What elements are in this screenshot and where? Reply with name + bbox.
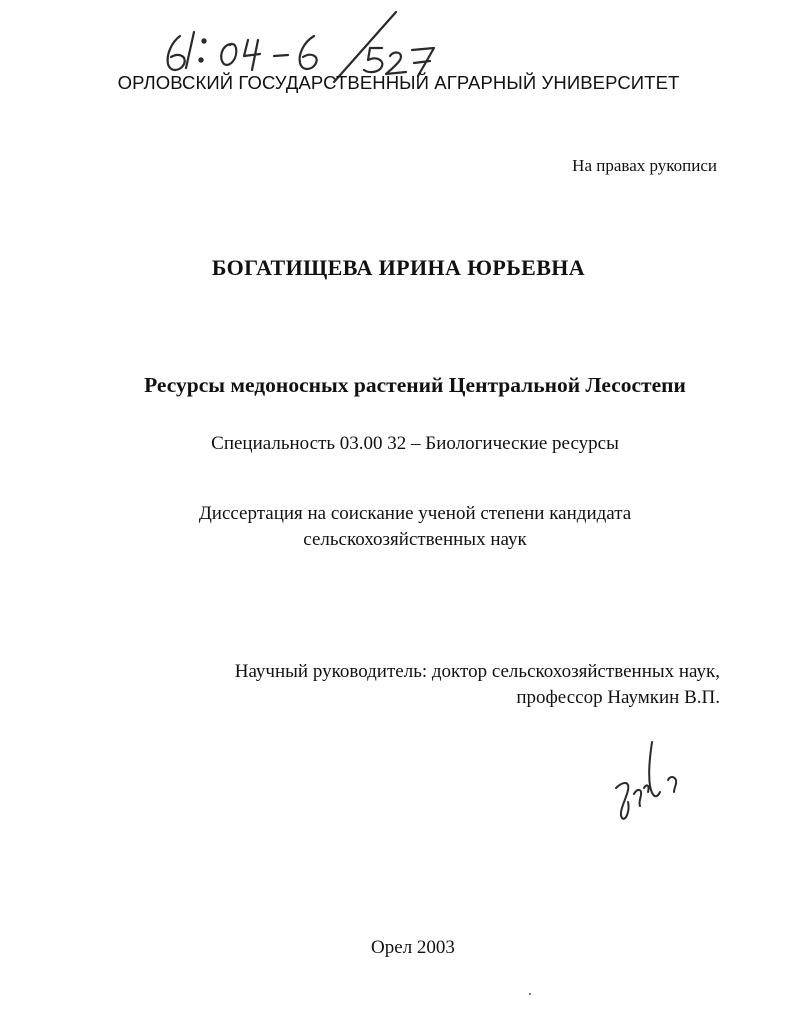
degree-line-1: Диссертация на соискание ученой степени кандидата [198, 503, 632, 524]
supervisor-line-2: профессор Наумкин В.П. [516, 687, 720, 708]
place-and-year: Орел 2003 [371, 937, 455, 958]
handwritten-signature [608, 740, 688, 830]
degree-line-2: сельскохозяйственных наук [303, 529, 527, 550]
supervisor-block [235, 659, 720, 711]
rights-notice: На правах рукописи [572, 156, 717, 175]
degree-statement [0, 501, 797, 553]
author-name: БОГАТИЩЕВА ИРИНА ЮРЬЕВНА [211, 255, 586, 280]
university-name: ОРЛОВСКИЙ ГОСУДАРСТВЕННЫЙ АГРАРНЫЙ УНИВЕРСИТЕТ [117, 72, 680, 93]
supervisor-line-1: Научный руководитель: доктор сельскохозяйственных наук, [234, 661, 720, 682]
scan-speck [529, 993, 531, 995]
specialty-line: Специальность 03.00 32 – Биологические ресурсы [211, 433, 619, 454]
dissertation-title: Ресурсы медоносных растений Центральной Лесостепи [144, 373, 686, 397]
